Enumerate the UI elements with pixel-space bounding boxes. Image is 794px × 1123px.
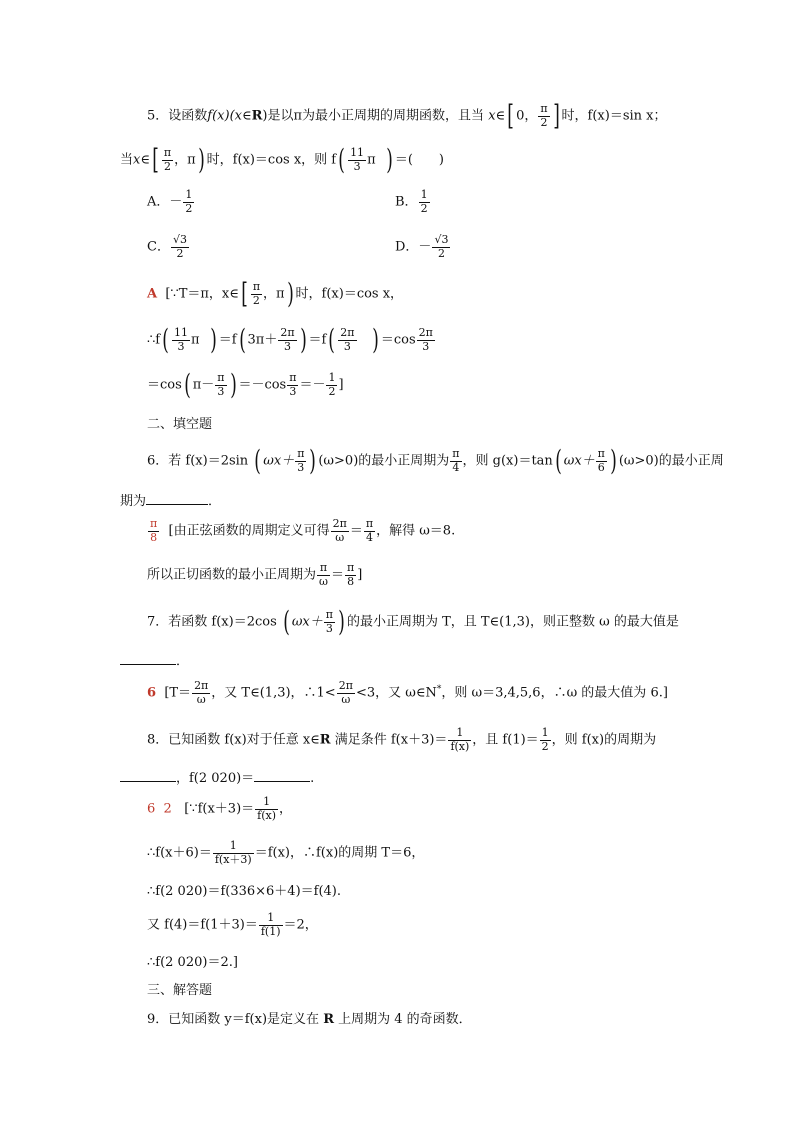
- q8-answer-line3: ∴f(2 020)＝f(336×6＋4)＝f(4).: [147, 884, 342, 899]
- q8-answer-line1: 6 2 [∵f(x＋3)＝ $\frac{1}{f(x)}$ ，: [147, 795, 293, 822]
- q6-line2: 期为 ．: [120, 491, 221, 510]
- q8-answer-line5: ∴f(2 020)＝2.]: [147, 955, 238, 970]
- q5-answer-line3: ＝cos( π－ $\frac{\pi}{3}$ ) ＝－cos $\frac{\pi}{3}$ ＝－ $\frac{1}{2}$ ]: [147, 368, 344, 401]
- option-b: B． $\frac{1}{2}$: [395, 188, 428, 215]
- fraction-pi-over-2: $\frac{\pi}{2}$: [540, 101, 548, 129]
- q8-line2: ，f(2 020)＝ .: [120, 768, 314, 787]
- q5-answer-line2: ∴f( $\frac{11}{3}$ π ) ＝f( 3π＋ $\frac{2\pi}{3}$ ) ＝f( $\frac{2\pi}{3}$ ) ＝cos $\frac{2\pi}{3}$: [147, 323, 433, 356]
- q5-line1: 5．设函数f(x)(x∈R)是以π为最小正周期的周期函数，且当 x∈[ 0， $\frac{\pi}{2}$ ] 时，f(x)＝sin x；: [147, 99, 667, 132]
- option-d: D．－ $\frac{√3}{2}$: [395, 233, 449, 260]
- q6-answer-blank[interactable]: [146, 491, 208, 505]
- q6-line1: 6．若 f(x)＝2sin ( ωx＋ $\frac{\pi}{3}$ ) (ω>0)的最小正周期为 $\frac{\pi}{4}$ ，则 g(x)＝tan( ωx＋ $\frac{\pi}{6}$ ) (ω>0)的最小正周: [147, 444, 724, 477]
- q8-answer-line2: ∴f(x＋6)＝ $\frac{1}{f(x+3)}$ ＝f(x)，∴f(x)的周期 T＝6，: [147, 839, 425, 866]
- q5-answer-line1: A [∵T＝π，x∈[ $\frac{\pi}{2}$ ，π) 时，f(x)＝cos x，: [147, 277, 404, 310]
- section-fill-in-blank: 二、填空题: [147, 417, 213, 432]
- q8-line1: 8．已知函数 f(x)对于任意 x∈R 满足条件 f(x＋3)＝ $\frac{1}{f(x)}$ ，且 f(1)＝ $\frac{1}{2}$ ，则 f(x)的周期为: [147, 726, 657, 753]
- q8-value-blank[interactable]: [254, 768, 310, 782]
- q7-line1: 7．若函数 f(x)＝2cos ( ωx＋ $\frac{\pi}{3}$ ) 的最小正周期为 T，且 T∈(1,3)，则正整数 ω 的最大值是: [147, 605, 679, 638]
- q6-answer-line1: $\frac{\pi}{8}$ [由正弦函数的周期定义可得 $\frac{2\pi}{\omega}$ ＝ $\frac{\pi}{4}$ ，解得 ω＝8.: [150, 517, 456, 544]
- q6-answer-line2: 所以正切函数的最小正周期为 $\frac{\pi}{\omega}$ ＝ $\frac{\pi}{8}$ ]: [147, 561, 363, 588]
- q7-answer: 6 [T＝ $\frac{2\pi}{\omega}$ ，又 T∈(1,3)，∴1< $\frac{2\pi}{\omega}$ <3，又 ω∈N*，则 ω＝3,4,5,6，∴ω 的最大值为 6.]: [147, 679, 668, 706]
- q9-line1: 9．已知函数 y＝f(x)是定义在 R 上周期为 4 的奇函数．: [147, 1012, 472, 1027]
- q8-period-blank[interactable]: [120, 768, 176, 782]
- option-a: A．－ $\frac{1}{2}$: [147, 188, 193, 215]
- q7-answer-blank[interactable]: [120, 651, 176, 665]
- q7-line2: ．: [120, 651, 189, 670]
- option-c: C． $\frac{√3}{2}$: [147, 233, 187, 260]
- section-solution: 三、解答题: [147, 983, 213, 998]
- q8-answer-line4: 又 f(4)＝f(1＋3)＝ $\frac{1}{f(1)}$ ＝2，: [147, 911, 318, 938]
- q6-answer-value: $\frac{\pi}{8}$: [150, 517, 158, 544]
- q5-line2: 当x∈[ $\frac{\pi}{2}$ ，π) 时，f(x)＝cos x，则 f( $\frac{11}{3}$ π ) ＝( ): [120, 143, 444, 176]
